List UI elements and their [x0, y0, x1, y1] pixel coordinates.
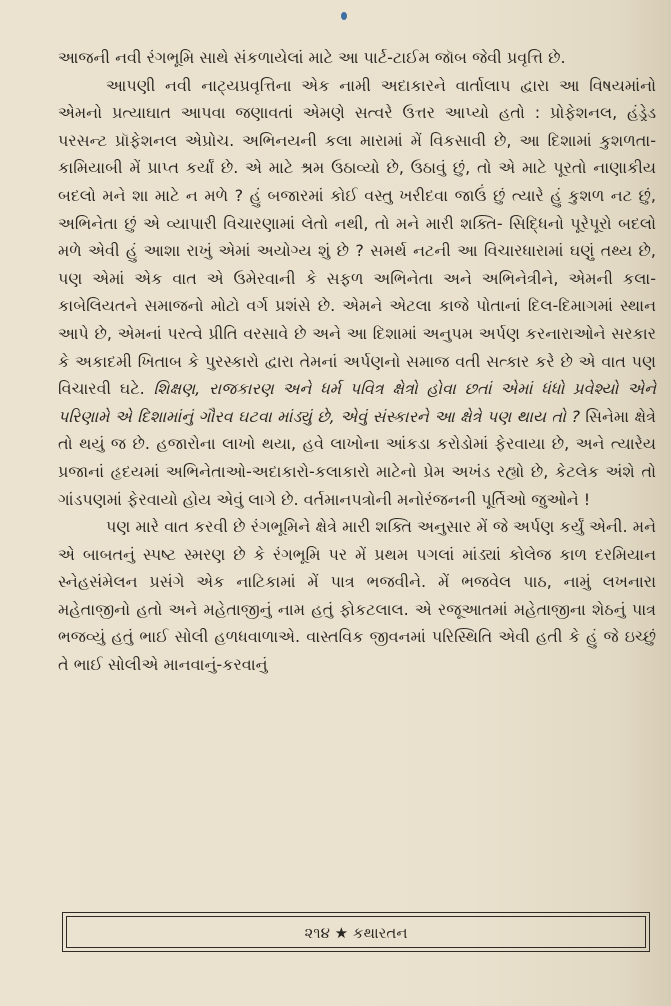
page-number-footer: ૨૧૪ ★ કથારતન: [304, 924, 408, 942]
paragraph-2-italic-quote: શિક્ષણ, રાજકારણ અને ધર્મ પવિત્ર ક્ષેત્રો હોવા છતાં એમાં ધંધો પ્રવેશ્યો એને પરિણામે એ દિશામાંનું ગૌરવ ઘટવા માંડ્યું છે, એવું સંસ્કારને આ ક્ષેત્રે પણ થાય તો ?: [58, 379, 656, 426]
footer-frame: [62, 912, 650, 952]
body-text: [58, 44, 656, 679]
paragraph-2-text-b: સિનેમા ક્ષેત્રે તો થયું જ છે. હજારોના લાખો થયા, હવે લાખોના આંકડા કરોડોમાં ફેરવાયા છે, અને ત્યારેય પ્રજાનાં હૃદયમાં અભિનેતાઓ-અદાકારો-કલાકારો માટેનો પ્રેમ અખંડ રહ્યો છે, કેટલેક અંશે તો ગાંડપણમાં ફેરવાયો હોય એવું લાગે છે. વર્તમાનપત્રોની મનોરંજનની પૂર્તિઓ જુઓને !: [58, 406, 656, 509]
paragraph-3-text: પણ મારે વાત કરવી છે રંગભૂમિને ક્ષેત્રે મારી શક્તિ અનુસાર મેં જે અર્પણ કર્યું એની. મને એ બાબતનું સ્પષ્ટ સ્મરણ છે કે રંગભૂમિ પર મેં પ્રથમ પગલાં માંડ્યાં કોલેજ કાળ દરમિયાન સ્નેહસંમેલન પ્રસંગે એક નાટિકામાં મેં પાત્ર ભજવીને. મેં ભજવેલ પાઠ, નામું લખનારા મહેતાજીનો હતો અને મહેતાજીનું નામ હતું ફોકટલાલ. એ રજૂઆતમાં મહેતાજીના શેઠનું પાત્ર ભજવ્યું હતું ભાઈ સોલી હળધવાળાએ. વાસ્તવિક જીવનમાં પરિસ્થિતિ એવી હતી કે હું જે ઇચ્છું તે ભાઈ સોલીએ માનવાનું-કરવાનું: [58, 517, 656, 675]
paragraph-1: [58, 44, 656, 72]
ink-dot: [341, 12, 347, 20]
paragraph-1-text: આજની નવી રંગભૂમિ સાથે સંકળાયેલાં માટે આ પાર્ટ-ટાઈમ જૉબ જેવી પ્રવૃત્તિ છે.: [58, 48, 566, 67]
paragraph-2-text-a: આપણી નવી નાટ્યપ્રવૃત્તિના એક નામી અદાકારને વાર્તાલાપ દ્વારા આ વિષયમાંનો એમનો પ્રત્યાઘાત આપવા જણાવતાં એમણે સત્વરે ઉત્તર આપ્યો હતો : પ્રોફેશનલ, હંડ્રેડ પરસન્ટ પ્રૉફેશનલ એપ્રોચ. અભિનયની કલા મારામાં મેં વિકસાવી છે, આ દિશામાં કુશળતા-કામિયાબી મેં પ્રાપ્ત કર્યાં છે. એ માટે શ્રમ ઉઠાવ્યો છે, ઉઠાવું છું, તો એ માટે પૂરતો નાણાકીય બદલો મને શા માટે ન મળે ? હું બજારમાં કોઈ વસ્તુ ખરીદવા જાઉં છું ત્યારે હું કુશળ નટ છું, અભિનેતા છું એ વ્યાપારી વિચારણામાં લેતો નથી, તો મને મારી શક્તિ- સિદ્ધિનો પૂરેપૂરો બદલો મળે એવી હું આશા રાખું એમાં અયોગ્ય શું છે ? સમર્થ નટની આ વિચારધારામાં ઘણું તથ્ય છે, પણ એમાં એક વાત એ ઉમેરવાની કે સફળ અભિનેતા અને અભિનેત્રીને, એમની કલા-કાબેલિયતને સમાજનો મોટો વર્ગ પ્રશંસે છે. એમને એટલા કાજે પોતાનાં દિલ-દિમાગમાં સ્થાન આપે છે, એમનાં પરત્વે પ્રીતિ વરસાવે છે અને આ દિશામાં અનુપમ અર્પણ કરનારાઓને સરકાર કે અકાદમી ખિતાબ કે પુરસ્કારો દ્વારા તેમનાં અર્પણનો સમાજ વતી સત્કાર કરે છે એ વાત પણ વિચારવી ઘટે.: [58, 75, 656, 399]
paragraph-2: [58, 72, 656, 514]
paragraph-3: [58, 513, 656, 679]
